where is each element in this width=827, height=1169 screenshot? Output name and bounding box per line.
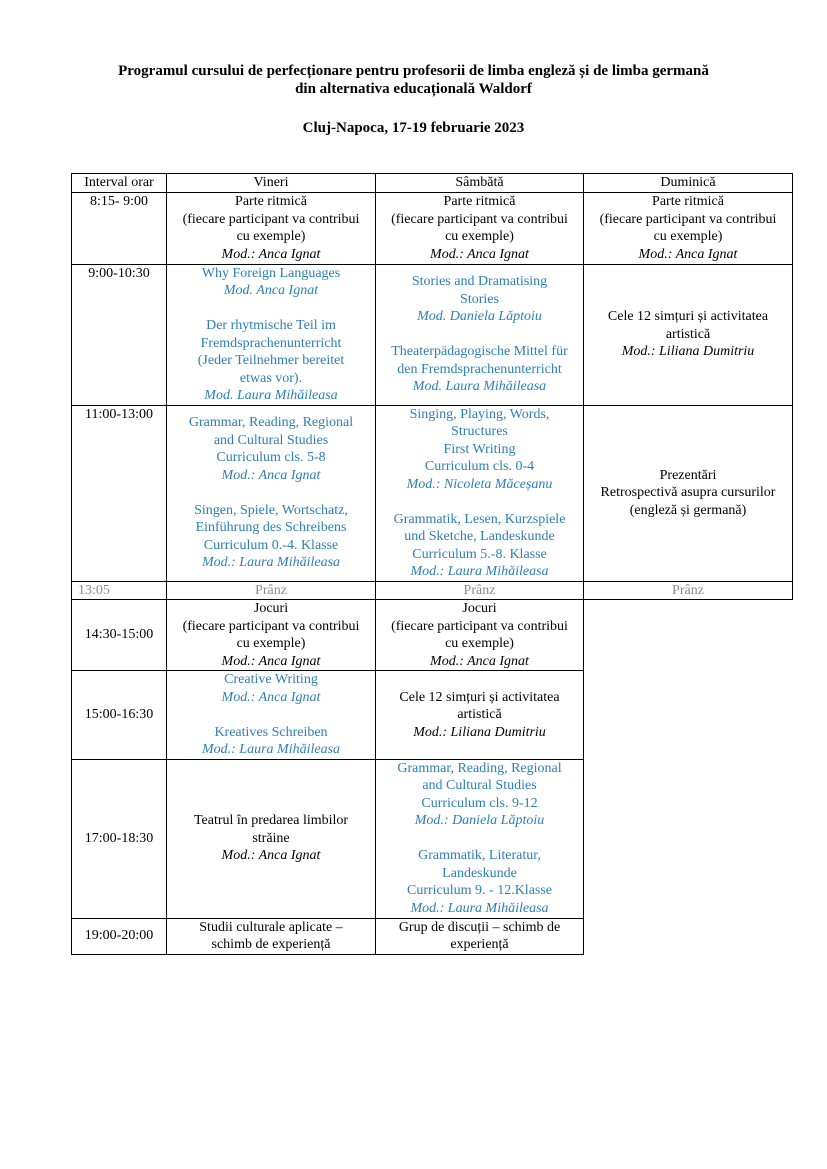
session-curriculum: Curriculum cls. 5-8	[216, 450, 326, 466]
moderator: Mod.: Liliana Dumitriu	[413, 724, 546, 740]
session-cell	[376, 759, 584, 918]
moderator: Mod.: Anca Ignat	[638, 246, 738, 262]
session-title: Fremdsprachenunterricht	[200, 335, 342, 351]
session-title: Why Foreign Languages	[201, 265, 341, 281]
session-title: Singing, Playing, Words,	[409, 406, 550, 422]
table-row	[72, 264, 793, 405]
header-friday: Vineri	[167, 174, 376, 193]
lunch-cell: Prânz	[167, 581, 376, 600]
session-curriculum: Curriculum cls. 0-4	[424, 459, 535, 474]
session-cell	[376, 405, 584, 581]
session-title: Singen, Spiele, Wortschatz,	[194, 502, 348, 518]
moderator: Mod.: Laura Mihăileasa	[410, 900, 549, 916]
session-cell	[584, 405, 793, 581]
lunch-row	[72, 581, 793, 600]
session-title: Stories	[460, 291, 499, 307]
moderator: Mod.: Laura Mihăileasa	[201, 555, 341, 571]
lunch-cell: Prânz	[376, 581, 584, 600]
time-slot: 8:15- 9:00	[72, 192, 167, 264]
session-title: artistică	[457, 707, 502, 722]
session-title: Grup de discuții – schimb de	[398, 919, 561, 935]
moderator: Mod.: Anca Ignat	[221, 653, 321, 669]
session-cell	[167, 759, 376, 918]
session-cell	[167, 405, 376, 581]
session-cell	[167, 918, 376, 954]
session-curriculum: Curriculum 5.-8. Klasse	[412, 546, 547, 562]
table-row	[72, 405, 793, 581]
session-cell	[584, 264, 793, 405]
session-title: Jocuri	[462, 601, 497, 616]
session-note: cu exemple)	[653, 229, 723, 244]
time-slot: 14:30-15:00	[72, 600, 167, 671]
empty-cell	[584, 918, 793, 954]
session-cell	[167, 192, 376, 264]
moderator: Mod.: Anca Ignat	[221, 689, 321, 705]
moderator: Mod.: Anca Ignat	[221, 848, 321, 864]
session-title: Der rhytmische Teil im	[206, 318, 336, 333]
session-note: (fiecare participant va contribui	[391, 618, 568, 634]
session-title: Teatrul în predarea limbilor	[193, 813, 349, 829]
session-curriculum: Curriculum cls. 9-12	[421, 795, 538, 811]
document-subtitle: din alternativa educațională Waldorf	[295, 81, 532, 97]
header-interval: Interval orar	[72, 174, 167, 193]
session-cell	[376, 600, 584, 671]
session-cell	[376, 192, 584, 264]
time-slot: 19:00-20:00	[72, 918, 167, 954]
session-note: (Jeder Teilnehmer bereitet	[197, 353, 345, 368]
session-title: Parte ritmică	[652, 194, 724, 209]
session-title: Landeskunde	[442, 865, 517, 881]
session-title: Jocuri	[253, 601, 289, 616]
session-title: Einführung des Schreibens	[195, 520, 347, 536]
time-slot: 13:05	[72, 581, 167, 600]
table-row	[72, 918, 793, 954]
session-cell	[167, 264, 376, 405]
moderator: Mod.: Anca Ignat	[430, 246, 529, 262]
moderator: Mod. Laura Mihăileasa	[204, 388, 338, 403]
session-title: Creative Writing	[224, 672, 318, 687]
session-title: artistică	[665, 326, 711, 342]
moderator: Mod. Daniela Lăptoiu	[417, 309, 542, 325]
session-note: (fiecare participant va contribui	[182, 211, 360, 227]
session-title: and Cultural Studies	[213, 432, 329, 448]
session-title: Cele 12 simțuri și activitatea	[399, 689, 560, 705]
moderator: Mod.: Liliana Dumitriu	[621, 344, 755, 360]
session-cell	[584, 192, 793, 264]
session-title: Parte ritmică	[443, 194, 516, 209]
session-note: etwas vor).	[239, 370, 303, 386]
moderator: Mod. Laura Mihăileasa	[412, 379, 547, 395]
header-row	[72, 174, 793, 193]
session-curriculum: Curriculum 0.-4. Klasse	[203, 537, 339, 553]
empty-cell	[584, 600, 793, 671]
session-note: (fiecare participant va contribui	[391, 211, 568, 227]
table-row	[72, 192, 793, 264]
session-note: cu exemple)	[236, 229, 306, 244]
session-note: (fiecare participant va contribui	[599, 211, 777, 227]
session-cell	[376, 671, 584, 760]
session-note: cu exemple)	[236, 636, 306, 651]
session-title: Grammatik, Literatur,	[418, 848, 541, 864]
session-title: Studii culturale aplicate –	[199, 919, 343, 935]
moderator: Mod.: Anca Ignat	[221, 467, 321, 483]
session-title: Cele 12 simțuri și activitatea	[607, 309, 769, 325]
session-cell	[167, 600, 376, 671]
session-note: cu exemple)	[445, 229, 514, 244]
session-title: străine	[252, 830, 290, 846]
session-title: den Fremdsprachenunterricht	[397, 361, 562, 377]
time-slot: 15:00-16:30	[72, 671, 167, 760]
moderator: Mod.: Laura Mihăileasa	[201, 742, 341, 757]
session-title: Grammar, Reading, Regional	[397, 760, 562, 776]
session-title: Parte ritmică	[235, 194, 307, 209]
session-title: Theaterpädagogische Mittel für	[391, 344, 568, 360]
session-cell	[376, 264, 584, 405]
session-title: Grammatik, Lesen, Kurzspiele	[393, 511, 566, 527]
empty-cell	[584, 759, 793, 918]
table-row	[72, 671, 793, 760]
session-title: First Writing	[443, 441, 516, 457]
session-cell	[376, 918, 584, 954]
header-saturday: Sâmbătă	[376, 174, 584, 193]
empty-cell	[584, 671, 793, 760]
session-note: cu exemple)	[445, 636, 514, 651]
session-title: und Sketche, Landeskunde	[404, 529, 555, 544]
document-title: Programul cursului de perfecționare pentru profesorii de limba engleză și de limba germană	[118, 63, 709, 79]
session-title: and Cultural Studies	[422, 778, 537, 794]
moderator: Mod.: Nicoleta Măceșanu	[406, 476, 553, 492]
session-title: Stories and Dramatising	[411, 274, 548, 290]
moderator: Mod.: Daniela Lăptoiu	[414, 813, 545, 829]
session-note: (fiecare participant va contribui	[182, 618, 360, 634]
time-slot: 17:00-18:30	[72, 759, 167, 918]
moderator: Mod.: Anca Ignat	[221, 246, 321, 262]
session-title: schimb de experiență	[211, 937, 331, 952]
moderator: Mod. Anca Ignat	[223, 283, 319, 298]
header-sunday: Duminică	[584, 174, 793, 193]
session-curriculum: Curriculum 9. - 12.Klasse	[406, 883, 553, 899]
session-note: (engleză și germană)	[629, 502, 747, 518]
session-title: Kreatives Schreiben	[214, 724, 328, 740]
schedule-table	[71, 173, 793, 955]
time-slot: 9:00-10:30	[72, 264, 167, 405]
table-row	[72, 759, 793, 918]
lunch-cell: Prânz	[584, 581, 793, 600]
session-title: Structures	[451, 424, 508, 439]
session-title: experiență	[450, 937, 509, 952]
table-row	[72, 600, 793, 671]
moderator: Mod.: Laura Mihăileasa	[410, 564, 549, 579]
session-cell	[167, 671, 376, 760]
time-slot: 11:00-13:00	[72, 405, 167, 581]
session-title: Retrospectivă asupra cursurilor	[600, 485, 776, 501]
moderator: Mod.: Anca Ignat	[430, 653, 529, 669]
session-title: Prezentări	[659, 467, 717, 483]
document-location-date: Cluj-Napoca, 17-19 februarie 2023	[302, 120, 525, 136]
session-title: Grammar, Reading, Regional	[188, 415, 354, 431]
